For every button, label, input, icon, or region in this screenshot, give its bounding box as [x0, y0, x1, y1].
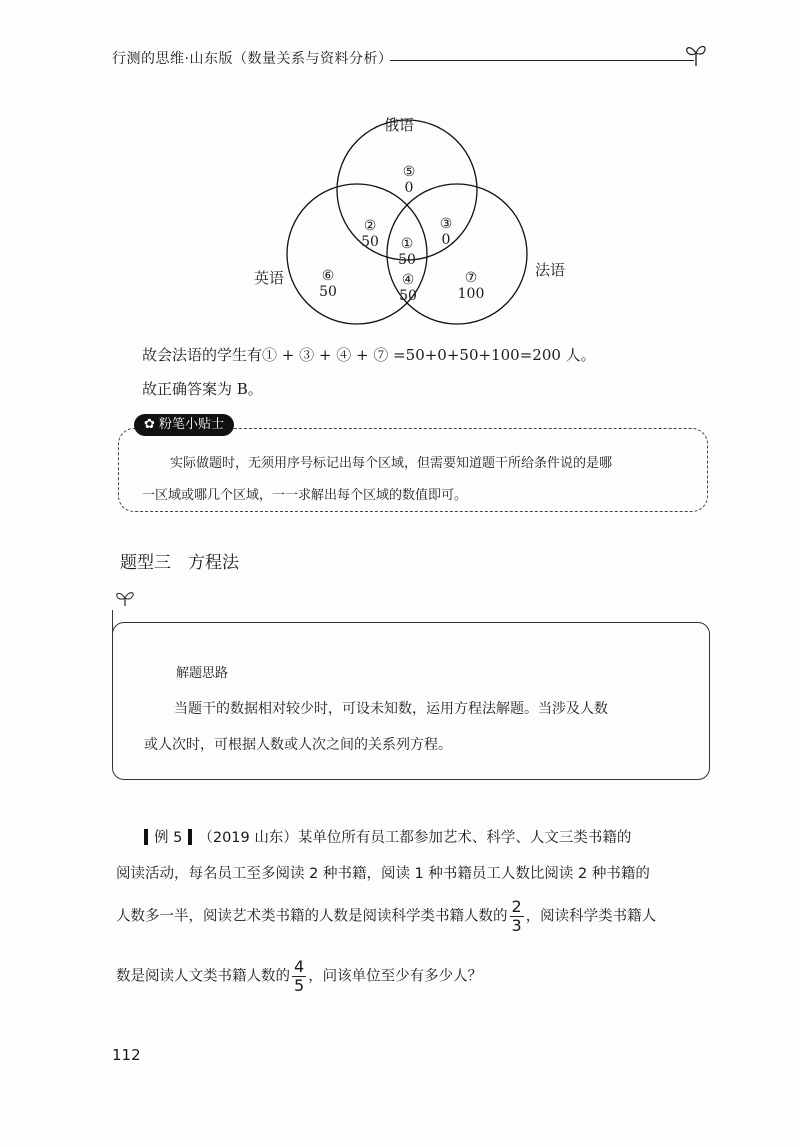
- example-line-3: 人数多一半，阅读艺术类书籍的人数是阅读科学类书籍人数的 $\frac{2}{3}$ ，阅读科学类书籍人: [116, 897, 657, 935]
- example-line-2: 阅读活动，每名员工至多阅读 2 种书籍，阅读 1 种书籍员工人数比阅读 2 种书籍的: [116, 866, 650, 882]
- venn-circles: [250, 112, 580, 342]
- region-6: ⑥ 50: [319, 268, 337, 300]
- approach-box-tick: [112, 610, 113, 650]
- region-5: ⑤ 0: [402, 164, 416, 196]
- sprout-icon: [682, 40, 710, 68]
- tip-badge: ✿ 粉笔小贴士: [134, 414, 234, 436]
- region-4: ④ 50: [399, 272, 417, 304]
- page-header: [112, 48, 712, 72]
- approach-line-1: 当题干的数据相对较少时，可设未知数，运用方程法解题。当涉及人数: [174, 701, 608, 717]
- sprout-badge-icon: ✿: [144, 417, 160, 432]
- sprout-small-icon: [112, 588, 138, 608]
- example-tag: 例 5: [154, 830, 183, 846]
- region-2: ② 50: [361, 218, 379, 250]
- approach-heading: 解题思路: [176, 666, 229, 681]
- approach-line-2: 或人次时，可根据人数或人次之间的关系列方程。: [144, 737, 452, 753]
- label-french: 法语: [535, 261, 566, 279]
- header-title: 行测的思维·山东版（数量关系与资料分析）: [112, 51, 393, 67]
- section-title: 题型三 方程法: [120, 553, 239, 573]
- label-russian: 俄语: [384, 116, 415, 134]
- venn-diagram: [250, 112, 580, 342]
- example-line-1: 例 5 （2019 山东）某单位所有员工都参加艺术、科学、人文三类书籍的: [138, 826, 631, 847]
- tag-bar-left: [144, 829, 148, 845]
- fraction-four-fifths: $\frac{4}{5}$: [294, 957, 305, 995]
- header-rule: [390, 60, 694, 61]
- label-english: 英语: [254, 269, 285, 287]
- solution-line-1: 故会法语的学生有① + ③ + ④ + ⑦ =50+0+50+100=200 人。: [142, 346, 596, 364]
- tag-bar-right: [188, 829, 192, 845]
- solution-line-2: 故正确答案为 B。: [142, 380, 263, 398]
- page-number: 112: [112, 1046, 141, 1064]
- fraction-two-thirds: $\frac{2}{3}$: [511, 897, 522, 935]
- example-line-4: 数是阅读人文类书籍人数的 $\frac{4}{5}$ ，问该单位至少有多少人？: [116, 957, 483, 995]
- tip-line-1: 实际做题时，无须用序号标记出每个区域，但需要知道题干所给条件说的是哪: [170, 456, 613, 471]
- tip-line-2: 一区域或哪几个区域，一一求解出每个区域的数值即可。: [142, 488, 468, 503]
- region-1: ① 50: [398, 236, 416, 268]
- region-7: ⑦ 100: [457, 270, 485, 302]
- region-3: ③ 0: [439, 216, 453, 248]
